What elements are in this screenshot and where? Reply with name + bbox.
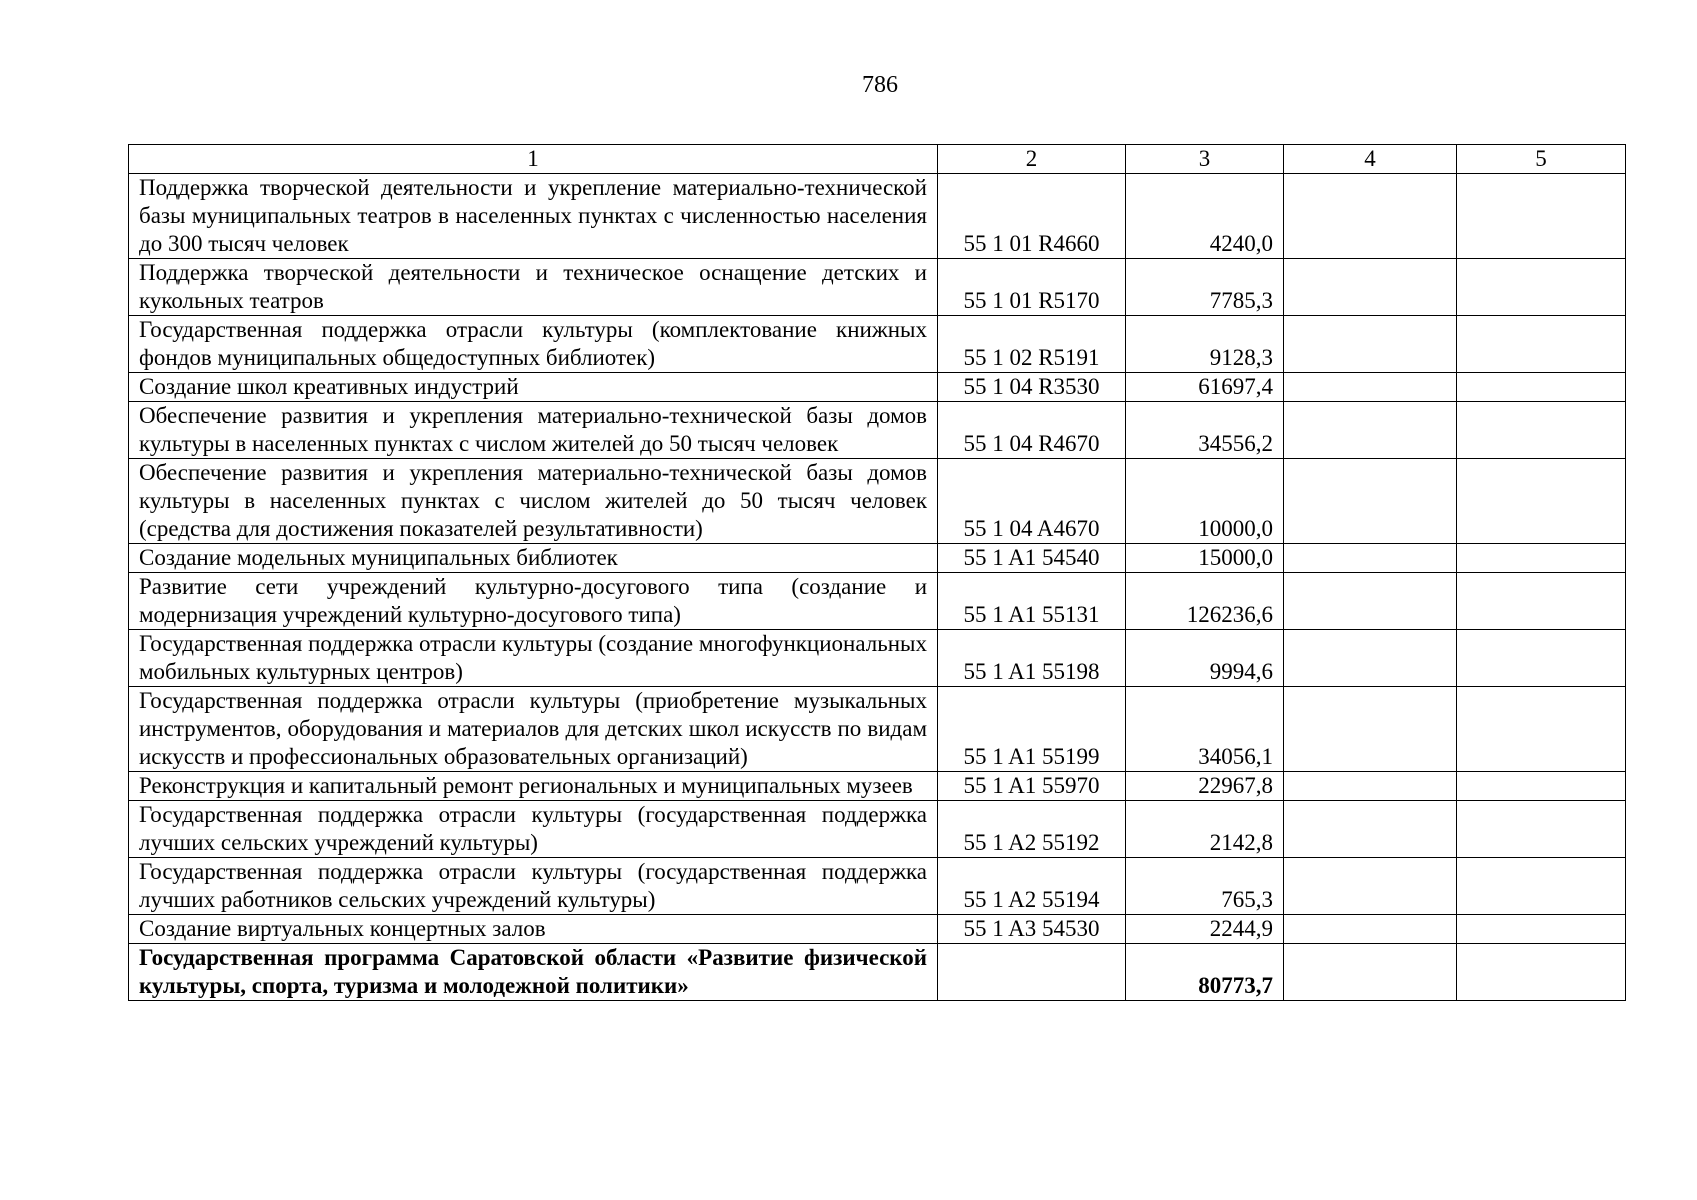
row-amount: 7785,3: [1126, 259, 1284, 316]
row-amount: 34056,1: [1126, 687, 1284, 772]
row-col4: [1284, 373, 1457, 402]
row-col4: [1284, 772, 1457, 801]
budget-table: [128, 144, 1626, 1001]
row-code: 55 1 A1 55131: [938, 573, 1126, 630]
row-col5: [1457, 459, 1626, 544]
table-row: [129, 259, 1626, 316]
table-row-program-total: [129, 944, 1626, 1001]
page-number: 786: [862, 72, 898, 98]
row-amount: 9994,6: [1126, 630, 1284, 687]
row-code: 55 1 A2 55192: [938, 801, 1126, 858]
header-col-2: 2: [938, 145, 1126, 174]
table-row: [129, 858, 1626, 915]
row-name: Обеспечение развития и укрепления материально-технической базы домов культуры в населенных пунктах с числом жителей до 50 тысяч человек (средства для достижения показателей результативности): [129, 459, 938, 544]
row-col5: [1457, 772, 1626, 801]
row-col4: [1284, 544, 1457, 573]
table-row: [129, 402, 1626, 459]
row-col5: [1457, 858, 1626, 915]
row-amount: 80773,7: [1126, 944, 1284, 1001]
row-amount: 2142,8: [1126, 801, 1284, 858]
row-code: 55 1 A1 55199: [938, 687, 1126, 772]
row-col4: [1284, 259, 1457, 316]
table-row: [129, 459, 1626, 544]
header-col-1: 1: [129, 145, 938, 174]
row-col4: [1284, 573, 1457, 630]
table-row: [129, 772, 1626, 801]
row-amount: 4240,0: [1126, 174, 1284, 259]
row-amount: 126236,6: [1126, 573, 1284, 630]
table-row: [129, 174, 1626, 259]
header-row: [129, 145, 1626, 174]
row-name: Государственная программа Саратовской области «Развитие физической культуры, спорта, туризма и молодежной политики»: [129, 944, 938, 1001]
header-col-4: 4: [1284, 145, 1457, 174]
row-col5: [1457, 630, 1626, 687]
table-row: [129, 316, 1626, 373]
row-col4: [1284, 174, 1457, 259]
row-col4: [1284, 944, 1457, 1001]
row-amount: 34556,2: [1126, 402, 1284, 459]
row-col4: [1284, 316, 1457, 373]
row-col4: [1284, 801, 1457, 858]
row-name: Государственная поддержка отрасли культуры (создание многофункциональных мобильных культурных центров): [129, 630, 938, 687]
row-name: Реконструкция и капитальный ремонт региональных и муниципальных музеев: [129, 772, 938, 801]
row-name: Государственная поддержка отрасли культуры (комплектование книжных фондов муниципальных общедоступных библиотек): [129, 316, 938, 373]
row-col4: [1284, 687, 1457, 772]
row-code: [938, 944, 1126, 1001]
row-amount: 2244,9: [1126, 915, 1284, 944]
row-col5: [1457, 544, 1626, 573]
header-col-3: 3: [1126, 145, 1284, 174]
row-name: Поддержка творческой деятельности и техническое оснащение детских и кукольных театров: [129, 259, 938, 316]
row-name: Государственная поддержка отрасли культуры (приобретение музыкальных инструментов, оборудования и материалов для детских школ искусств по видам искусств и профессиональных образовательных организаций): [129, 687, 938, 772]
row-amount: 15000,0: [1126, 544, 1284, 573]
row-name: Государственная поддержка отрасли культуры (государственная поддержка лучших работников сельских учреждений культуры): [129, 858, 938, 915]
row-code: 55 1 04 R4670: [938, 402, 1126, 459]
row-name: Создание школ креативных индустрий: [129, 373, 938, 402]
row-code: 55 1 A1 55198: [938, 630, 1126, 687]
row-code: 55 1 04 A4670: [938, 459, 1126, 544]
row-col4: [1284, 630, 1457, 687]
row-col5: [1457, 259, 1626, 316]
row-amount: 765,3: [1126, 858, 1284, 915]
row-col4: [1284, 402, 1457, 459]
row-col5: [1457, 801, 1626, 858]
row-code: 55 1 A3 54530: [938, 915, 1126, 944]
row-name: Обеспечение развития и укрепления материально-технической базы домов культуры в населенных пунктах с числом жителей до 50 тысяч человек: [129, 402, 938, 459]
row-col4: [1284, 459, 1457, 544]
table-row: [129, 544, 1626, 573]
table-row: [129, 373, 1626, 402]
row-col5: [1457, 944, 1626, 1001]
row-name: Создание виртуальных концертных залов: [129, 915, 938, 944]
row-col5: [1457, 573, 1626, 630]
row-amount: 61697,4: [1126, 373, 1284, 402]
row-col5: [1457, 915, 1626, 944]
row-code: 55 1 A1 55970: [938, 772, 1126, 801]
row-col5: [1457, 373, 1626, 402]
header-col-5: 5: [1457, 145, 1626, 174]
row-name: Государственная поддержка отрасли культуры (государственная поддержка лучших сельских учреждений культуры): [129, 801, 938, 858]
row-code: 55 1 01 R4660: [938, 174, 1126, 259]
row-code: 55 1 04 R3530: [938, 373, 1126, 402]
table-row: [129, 915, 1626, 944]
row-col5: [1457, 402, 1626, 459]
row-name: Создание модельных муниципальных библиотек: [129, 544, 938, 573]
table-row: [129, 687, 1626, 772]
row-name: Поддержка творческой деятельности и укрепление материально-технической базы муниципальных театров в населенных пунктах с численностью населения до 300 тысяч человек: [129, 174, 938, 259]
row-code: 55 1 01 R5170: [938, 259, 1126, 316]
row-amount: 9128,3: [1126, 316, 1284, 373]
row-code: 55 1 A2 55194: [938, 858, 1126, 915]
table-row: [129, 630, 1626, 687]
row-amount: 10000,0: [1126, 459, 1284, 544]
row-col4: [1284, 915, 1457, 944]
row-col5: [1457, 687, 1626, 772]
row-code: 55 1 A1 54540: [938, 544, 1126, 573]
row-col5: [1457, 174, 1626, 259]
row-name: Развитие сети учреждений культурно-досугового типа (создание и модернизация учреждений культурно-досугового типа): [129, 573, 938, 630]
row-amount: 22967,8: [1126, 772, 1284, 801]
row-col4: [1284, 858, 1457, 915]
table-row: [129, 573, 1626, 630]
row-col5: [1457, 316, 1626, 373]
table-row: [129, 801, 1626, 858]
row-code: 55 1 02 R5191: [938, 316, 1126, 373]
